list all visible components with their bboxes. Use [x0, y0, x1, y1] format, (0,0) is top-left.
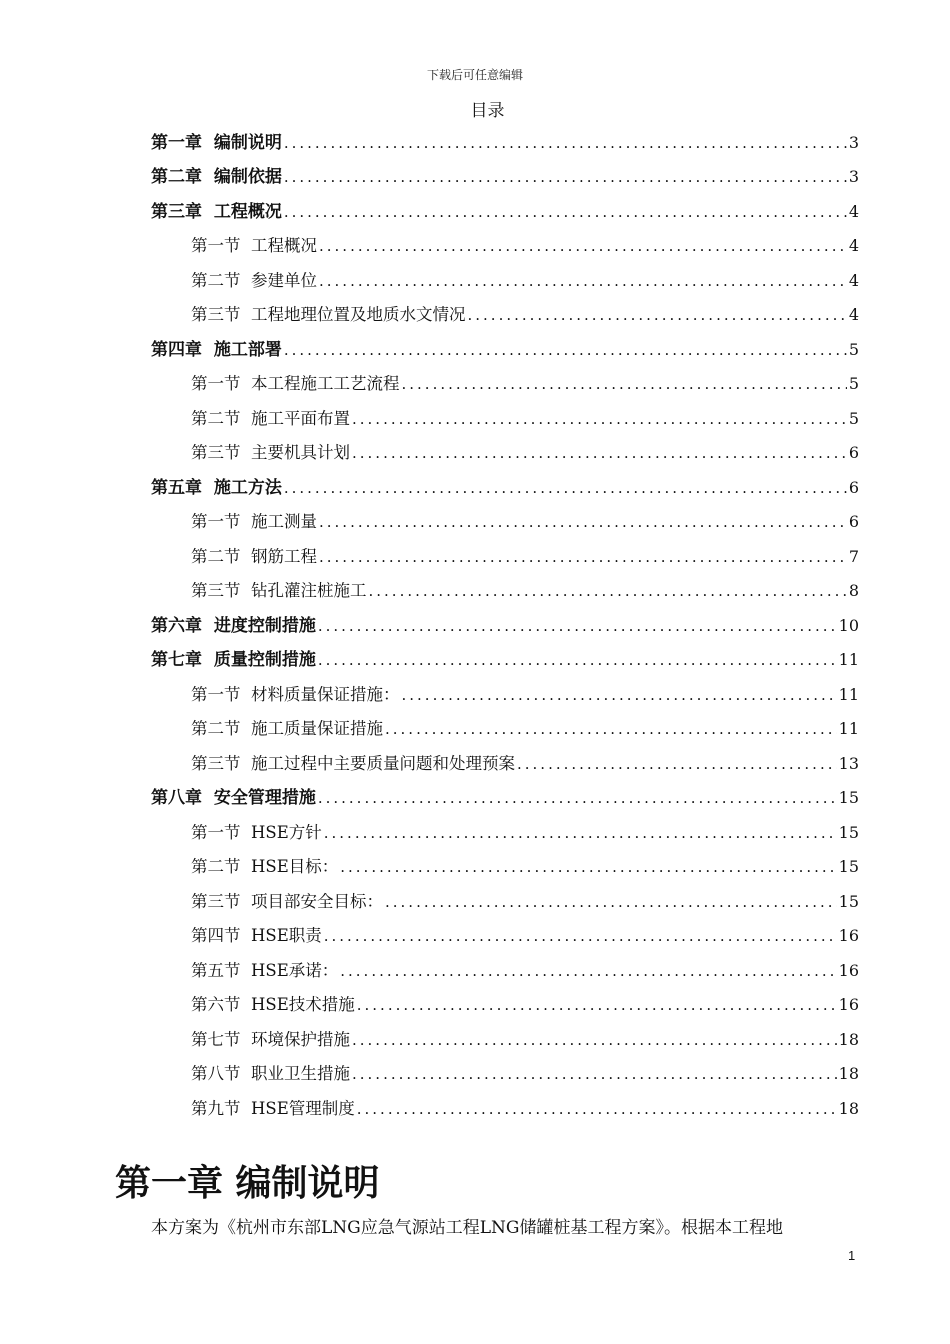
toc-dot-leader	[350, 409, 847, 429]
toc-entry-page: 4	[848, 201, 859, 221]
toc-entry-section[interactable]	[151, 808, 859, 843]
toc-dot-leader	[316, 788, 837, 808]
toc-dot-leader	[322, 823, 837, 843]
toc-entry-section[interactable]	[151, 291, 859, 326]
toc-entry-page: 15	[838, 891, 859, 911]
toc-entry-section[interactable]	[151, 360, 859, 395]
toc-entry-chapter[interactable]	[151, 118, 859, 153]
toc-entry-number: 第二节	[191, 270, 251, 290]
toc-entry-title: 编制说明	[213, 132, 282, 153]
toc-entry-section[interactable]	[151, 1015, 859, 1050]
toc-entry-section[interactable]	[151, 498, 859, 533]
chapter-heading: 第一章 编制说明	[115, 1163, 380, 1204]
toc-entry-title: 主要机具计划	[251, 443, 350, 462]
toc-entry-page: 11	[838, 684, 859, 704]
toc-dot-leader	[317, 512, 847, 532]
toc-entry-page: 18	[838, 1029, 859, 1049]
toc-entry-page: 5	[848, 408, 859, 428]
toc-entry-number: 第六节	[191, 995, 251, 1014]
toc-dot-leader	[282, 340, 847, 360]
toc-dot-leader	[317, 547, 847, 567]
toc-entry-title: 施工测量	[251, 512, 317, 531]
toc-dot-leader	[322, 926, 837, 946]
toc-entry-page: 4	[848, 305, 859, 324]
toc-dot-leader	[282, 167, 847, 187]
toc-entry-title: 施工过程中主要质量问题和处理预案	[251, 753, 515, 773]
toc-entry-section[interactable]	[151, 946, 859, 981]
toc-entry-chapter[interactable]	[151, 153, 859, 188]
toc-dot-leader	[466, 305, 847, 325]
toc-dot-leader	[282, 478, 847, 498]
toc-entry-number: 第一节	[191, 822, 251, 842]
toc-entry-page: 5	[848, 374, 859, 393]
toc-dot-leader	[350, 1064, 837, 1084]
toc-entry-number: 第二节	[191, 546, 251, 566]
toc-entry-page: 16	[838, 995, 859, 1014]
toc-dot-leader	[367, 581, 847, 601]
toc-entry-page: 8	[848, 581, 859, 600]
table-of-contents	[151, 118, 859, 1119]
toc-dot-leader	[316, 616, 837, 636]
toc-entry-title: 工程地理位置及地质水文情况	[251, 305, 466, 324]
toc-entry-section[interactable]	[151, 912, 859, 947]
toc-entry-section[interactable]	[151, 739, 859, 774]
toc-entry-section[interactable]	[151, 705, 859, 740]
toc-dot-leader	[317, 236, 847, 256]
toc-entry-title: HSE职责	[251, 926, 322, 945]
page-number: 1	[848, 1248, 856, 1263]
toc-entry-title: 工程概况	[251, 236, 317, 255]
toc-dot-leader	[282, 202, 847, 222]
toc-entry-number: 第一节	[191, 236, 251, 255]
toc-entry-title: 进度控制措施	[213, 615, 316, 636]
toc-entry-page: 18	[838, 1098, 859, 1118]
toc-entry-title: HSE目标：	[251, 857, 339, 876]
toc-entry-chapter[interactable]	[151, 187, 859, 222]
toc-entry-section[interactable]	[151, 429, 859, 464]
toc-entry-title: 工程概况	[213, 201, 282, 222]
toc-entry-page: 11	[838, 719, 859, 738]
toc-entry-number: 第一节	[191, 374, 251, 393]
toc-entry-page: 4	[848, 270, 859, 290]
toc-dot-leader	[400, 374, 847, 394]
toc-entry-page: 16	[838, 960, 859, 980]
toc-entry-number: 第三节	[191, 443, 251, 462]
toc-dot-leader	[355, 995, 837, 1015]
toc-dot-leader	[400, 685, 837, 705]
toc-entry-section[interactable]	[151, 256, 859, 291]
toc-dot-leader	[383, 719, 837, 739]
toc-entry-title: 环境保护措施	[251, 1029, 350, 1049]
toc-entry-page: 4	[848, 236, 859, 255]
toc-dot-leader	[350, 443, 847, 463]
toc-dot-leader	[338, 857, 836, 877]
toc-entry-title: 施工方法	[213, 477, 282, 498]
body-paragraph: 本方案为《杭州市东部LNG应急气源站工程LNG储罐桩基工程方案》。根据本工程地	[151, 1218, 783, 1238]
toc-entry-chapter[interactable]	[151, 636, 859, 671]
toc-entry-section[interactable]	[151, 567, 859, 602]
toc-dot-leader	[282, 133, 847, 153]
toc-entry-section[interactable]	[151, 394, 859, 429]
toc-entry-number: 第一章	[151, 132, 214, 153]
toc-entry-number: 第二章	[151, 167, 214, 187]
toc-entry-section[interactable]	[151, 1050, 859, 1085]
toc-entry-page: 13	[838, 753, 859, 773]
toc-dot-leader	[383, 892, 837, 912]
toc-entry-page: 6	[848, 477, 859, 497]
toc-dot-leader	[350, 1030, 837, 1050]
toc-entry-page: 15	[838, 788, 859, 807]
page-header: 下载后可任意编辑	[426, 68, 523, 82]
toc-entry-page: 18	[838, 1064, 859, 1083]
toc-entry-number: 第九节	[191, 1098, 251, 1118]
toc-entry-number: 第三节	[191, 581, 251, 600]
toc-entry-page: 6	[848, 443, 859, 462]
toc-entry-title: HSE管理制度	[251, 1098, 355, 1118]
toc-entry-chapter[interactable]	[151, 774, 859, 809]
toc-entry-chapter[interactable]	[151, 325, 859, 360]
toc-entry-number: 第三节	[191, 305, 251, 324]
toc-entry-number: 第七节	[191, 1029, 251, 1049]
toc-entry-number: 第四节	[191, 926, 251, 945]
toc-entry-title: 材料质量保证措施：	[251, 684, 400, 704]
toc-entry-section[interactable]	[151, 670, 859, 705]
toc-entry-number: 第一节	[191, 684, 251, 704]
toc-entry-title: 钻孔灌注桩施工	[251, 581, 367, 600]
toc-entry-section[interactable]	[151, 877, 859, 912]
toc-dot-leader	[316, 650, 837, 670]
toc-entry-chapter[interactable]	[151, 601, 859, 636]
toc-entry-title: 安全管理措施	[213, 788, 316, 808]
toc-entry-title: 钢筋工程	[251, 546, 317, 566]
toc-dot-leader	[515, 754, 837, 774]
toc-entry-title: 参建单位	[251, 270, 317, 290]
toc-entry-section[interactable]	[151, 222, 859, 257]
toc-entry-number: 第一节	[191, 512, 251, 531]
toc-dot-leader	[338, 961, 836, 981]
toc-entry-title: 本工程施工工艺流程	[251, 374, 400, 393]
toc-entry-title: 施工质量保证措施	[251, 719, 383, 738]
toc-entry-chapter[interactable]	[151, 463, 859, 498]
toc-entry-title: 职业卫生措施	[251, 1064, 350, 1083]
toc-entry-section[interactable]	[151, 843, 859, 878]
toc-title: 目录	[470, 101, 505, 121]
toc-entry-section[interactable]	[151, 1084, 859, 1119]
toc-entry-section[interactable]	[151, 532, 859, 567]
toc-entry-number: 第五章	[151, 477, 214, 498]
toc-entry-page: 3	[848, 167, 859, 186]
toc-entry-number: 第四章	[151, 339, 214, 360]
toc-entry-title: 质量控制措施	[213, 650, 316, 670]
toc-entry-section[interactable]	[151, 981, 859, 1016]
toc-entry-page: 6	[848, 512, 859, 531]
toc-dot-leader	[355, 1099, 837, 1119]
toc-entry-title: HSE方针	[251, 822, 322, 842]
toc-dot-leader	[317, 271, 847, 291]
toc-entry-title: 施工部署	[213, 339, 282, 360]
toc-entry-title: 施工平面布置	[251, 408, 350, 428]
toc-entry-title: HSE技术措施	[251, 995, 355, 1014]
toc-entry-number: 第二节	[191, 857, 251, 876]
toc-entry-number: 第三章	[151, 201, 214, 222]
toc-entry-number: 第八章	[151, 788, 214, 808]
toc-entry-page: 7	[848, 546, 859, 566]
toc-entry-page: 10	[838, 615, 859, 635]
toc-entry-title: 编制依据	[213, 167, 282, 187]
toc-entry-number: 第六章	[151, 615, 214, 636]
toc-entry-number: 第八节	[191, 1064, 251, 1083]
toc-entry-page: 16	[838, 926, 859, 945]
toc-entry-page: 15	[838, 822, 859, 842]
toc-entry-title: HSE承诺：	[251, 960, 339, 980]
toc-entry-title: 项目部安全目标：	[251, 891, 383, 911]
toc-entry-number: 第三节	[191, 891, 251, 911]
toc-entry-number: 第五节	[191, 960, 251, 980]
toc-entry-page: 11	[838, 650, 859, 669]
toc-entry-page: 5	[848, 339, 859, 359]
toc-entry-number: 第二节	[191, 719, 251, 738]
toc-entry-page: 3	[848, 132, 859, 152]
toc-entry-number: 第七章	[151, 650, 214, 670]
toc-entry-number: 第三节	[191, 753, 251, 773]
toc-entry-number: 第二节	[191, 408, 251, 428]
toc-entry-page: 15	[838, 857, 859, 876]
